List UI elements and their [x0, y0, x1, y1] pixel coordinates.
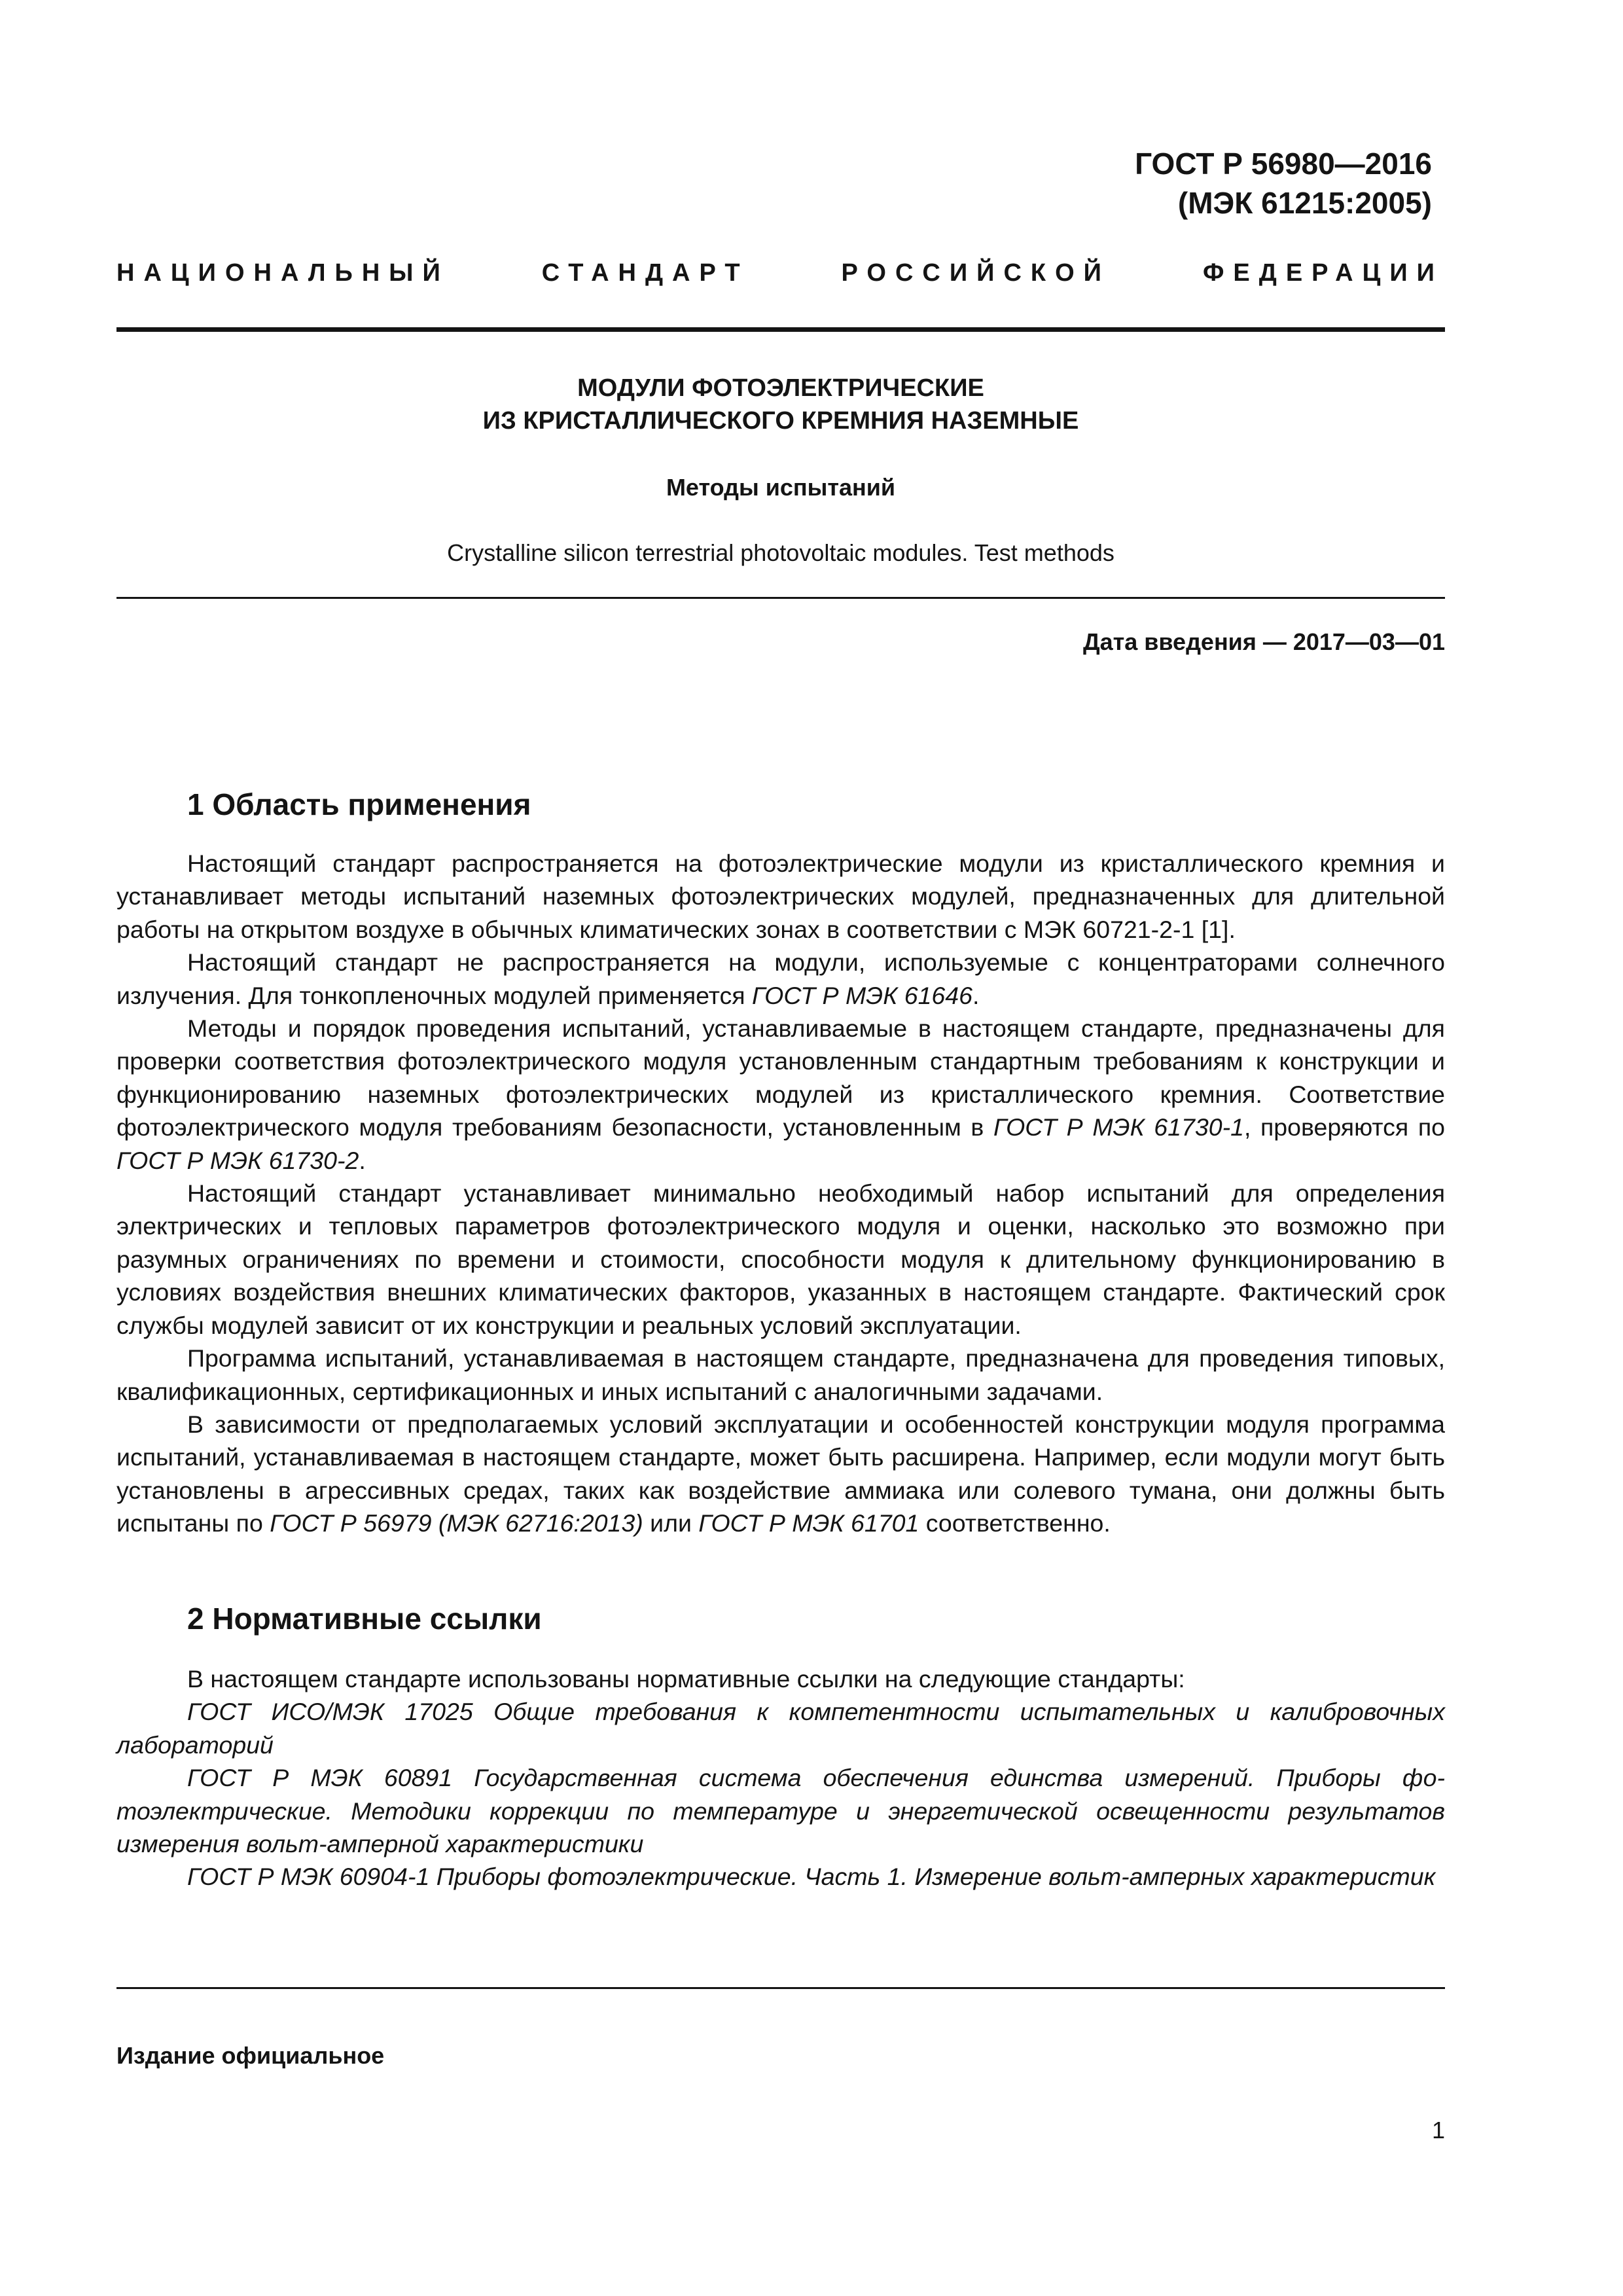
official-edition-note: Издание официальное — [116, 2042, 385, 2069]
footer-divider — [116, 1987, 1445, 1989]
paragraph: В зависимости от предполагаемых условий эксплуатации и особенностей конструкции модуля программа испытаний, устанавливаемая в настоящем стандарте, может быть расширена. Например, если модули могут быть установлены в агрессивных средах, таких как воздействие аммиака или солевого тумана, они должны быть испытаны по ГОСТ Р 56979 (МЭК 62716:2013) или ГОСТ Р МЭК 61701 соответственно. — [116, 1410, 1445, 1537]
document-subtitle: Методы испытаний — [666, 474, 896, 501]
introduction-date: Дата введения — 2017—03—01 — [1082, 628, 1445, 655]
paragraph: Настоящий стандарт распространяется на фотоэлектрические модули из кристаллического кремния и устанавливает методы испытаний наземных фотоэлектрических модулей, предназначенных для длительной работы на открытом воздухе в обычных климатических зонах в соответствии с МЭК 60721-2-1 [1]. — [116, 850, 1445, 943]
section-1-heading: 1 Область применения — [187, 787, 531, 821]
reference-entry: ГОСТ ИСО/МЭК 17025 Общие требования к компетентности испытательных и калибровочных лабораторий — [116, 1698, 1445, 1759]
paragraph: Настоящий стандарт устанавливает минимально необходимый набор испытаний для определения электрических и тепловых параметров фотоэлектрического модуля и оценки, насколько это возможно при разумных ограничениях по времени и стоимости, способности модуля к длительному функционированию в условиях воздействия внешних климатических факторов, указанных в настоящем стандарте. Фактический срок службы модулей зависит от их конструкции и реальных условий эксплуатации. — [116, 1179, 1445, 1339]
title-line-1: МОДУЛИ ФОТОЭЛЕКТРИЧЕСКИЕ — [577, 374, 984, 402]
english-title: Crystalline silicon terrestrial photovoltaic modules. Test methods — [447, 539, 1115, 566]
paragraph: Настоящий стандарт не распространяется на модули, используемые с концентраторами солнечного излучения. Для тонкопленочных модулей применяется ГОСТ Р МЭК 61646. — [116, 948, 1445, 1009]
standard-reference: ГОСТ Р МЭК 61701 — [698, 1509, 919, 1537]
standard-number: ГОСТ Р 56980—2016 — [1135, 147, 1432, 181]
standard-reference: ГОСТ Р 56979 (МЭК 62716:2013) — [270, 1509, 643, 1537]
reference-entry: ГОСТ Р МЭК 60904-1 Приборы фотоэлектрические. Часть 1. Измерение вольт-амперных характеристик — [187, 1863, 1436, 1891]
header-divider — [116, 327, 1445, 332]
national-standard-banner: НАЦИОНАЛЬНЫЙ СТАНДАРТ РОССИЙСКОЙ ФЕДЕРАЦИИ — [116, 259, 1444, 287]
title-divider — [116, 597, 1445, 599]
standard-reference: ГОСТ Р МЭК 61646 — [752, 981, 973, 1009]
standard-reference: ГОСТ Р МЭК 61730-2 — [116, 1146, 359, 1174]
standard-equivalent: (МЭК 61215:2005) — [1177, 186, 1432, 220]
standard-number-block — [1135, 144, 1432, 223]
document-title — [116, 372, 1445, 437]
standard-reference: ГОСТ Р МЭК 61730-1 — [993, 1113, 1244, 1141]
reference-entry: ГОСТ Р МЭК 60891 Государственная система обеспечения единства измерений. Приборы фотоэлектрические. Методики коррекции по температуре и энергетической освещенности результатов измерения вольт-амперной характеристики — [116, 1764, 1445, 1858]
paragraph: Программа испытаний, устанавливаемая в настоящем стандарте, предназначена для проведения типовых, квалификационных, сертификационных и иных испытаний с аналогичными задачами. — [116, 1344, 1445, 1405]
paragraph: Методы и порядок проведения испытаний, устанавливаемые в настоящем стандарте, предназначены для проверки соответствия фотоэлектрического модуля установленным стандартным требованиям к конструкции и функционированию наземных фотоэлектрических модулей из кристаллического кремния. Соответствие фотоэлектрического модуля требованиям безопасности, установленным в ГОСТ Р МЭК 61730-1, проверяются по ГОСТ Р МЭК 61730-2. — [116, 1014, 1446, 1174]
section-1-body — [116, 847, 1445, 1540]
title-line-2: ИЗ КРИСТАЛЛИЧЕСКОГО КРЕМНИЯ НАЗЕМНЫЕ — [482, 407, 1079, 435]
section-2-body — [116, 1662, 1445, 1893]
section-2-heading: 2 Нормативные ссылки — [187, 1602, 542, 1636]
paragraph: В настоящем стандарте использованы нормативные ссылки на следующие стандарты: — [187, 1665, 1185, 1693]
page-number: 1 — [1431, 2117, 1445, 2144]
